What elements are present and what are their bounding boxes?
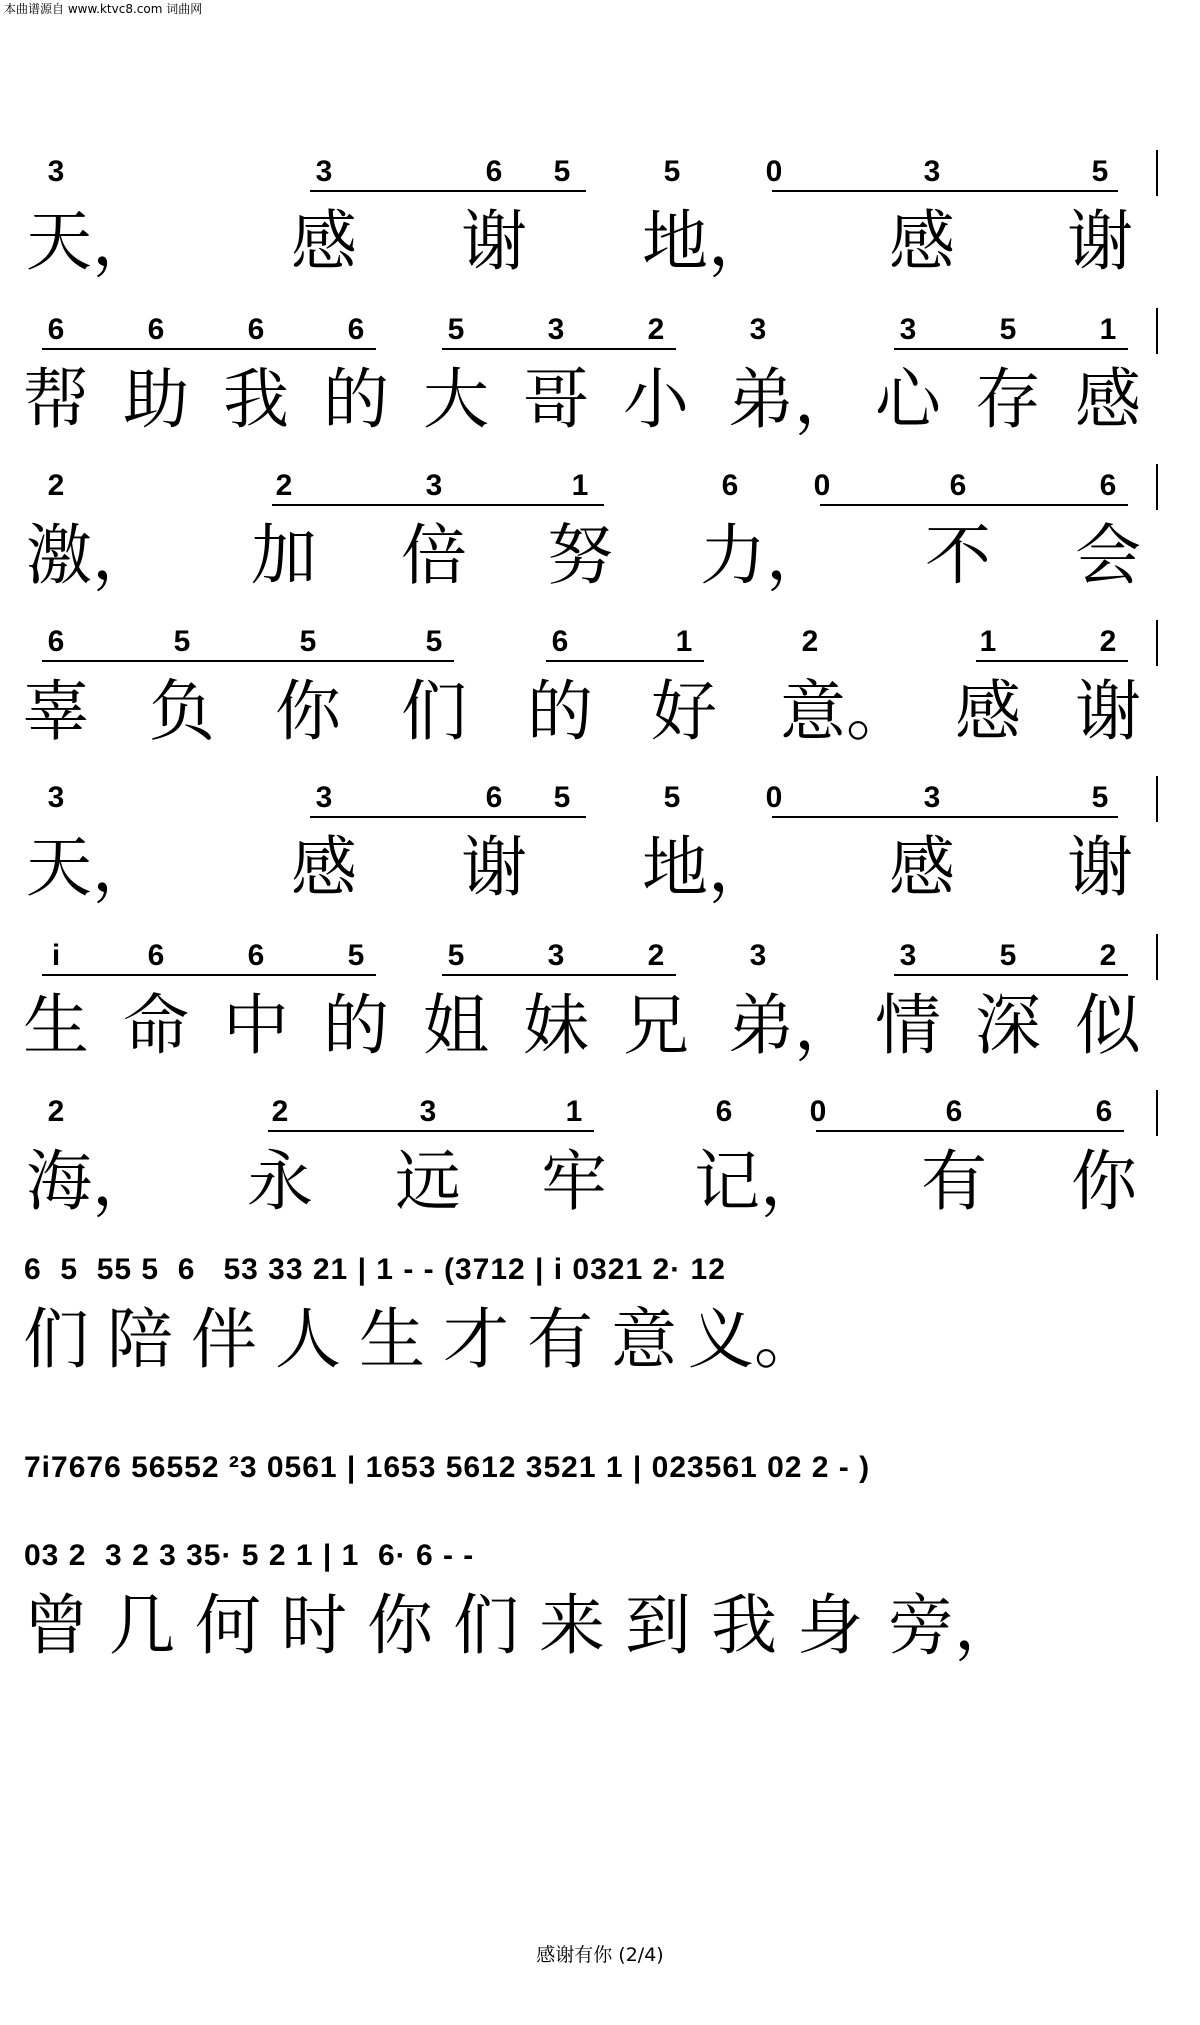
note: 3 xyxy=(923,781,941,814)
lyric-char: 到 xyxy=(625,1587,691,1664)
lyric-char: 地， xyxy=(642,203,774,280)
note: 0 xyxy=(813,469,831,502)
barline xyxy=(1156,1090,1158,1136)
lyric-char: 的 xyxy=(323,987,389,1064)
note: 3 xyxy=(419,1095,437,1128)
note: 6 xyxy=(247,313,265,346)
source-header: 本曲谱源自 www.ktvc8.com 词曲网 xyxy=(4,2,203,16)
note: 3 xyxy=(315,781,333,814)
note: 6 xyxy=(347,313,365,346)
lyric-char: 妹 xyxy=(523,987,589,1064)
note: 3 xyxy=(749,313,767,346)
lyric-char: 天， xyxy=(26,203,158,280)
lyric-char: 似 xyxy=(1075,987,1141,1064)
lyric-char: 谢 xyxy=(1075,673,1141,750)
lyric-char: 时 xyxy=(281,1587,347,1664)
note: 3 xyxy=(547,313,565,346)
note: 6 xyxy=(1095,1095,1113,1128)
lyric-char: 心 xyxy=(875,361,941,438)
lyric-char: 命 xyxy=(123,987,189,1064)
lyric-char: 弟， xyxy=(728,987,860,1064)
lyric-char: 中 xyxy=(223,987,289,1064)
note: 5 xyxy=(999,939,1017,972)
lyric-char: 几 xyxy=(109,1587,175,1664)
lyric-char: 情 xyxy=(875,987,941,1064)
barline xyxy=(1156,776,1158,822)
beam xyxy=(272,504,604,506)
note: i xyxy=(51,939,61,972)
lyric-char: 姐 xyxy=(423,987,489,1064)
note: 6 xyxy=(147,313,165,346)
beam xyxy=(42,660,454,662)
lyric-char: 大 xyxy=(423,361,489,438)
lyric-char: 存 xyxy=(975,361,1041,438)
lyric-char: 激， xyxy=(26,517,158,594)
lyric-char: 我 xyxy=(711,1587,777,1664)
note: 5 xyxy=(447,313,465,346)
lyric-char: 谢 xyxy=(1067,203,1133,280)
barline xyxy=(1156,464,1158,510)
note: 6 xyxy=(945,1095,963,1128)
lyric-char: 谢 xyxy=(1067,829,1133,906)
lyric-char: 你 xyxy=(1071,1143,1137,1220)
note: 1 xyxy=(979,625,997,658)
note: 2 xyxy=(1099,625,1117,658)
note: 3 xyxy=(315,155,333,188)
lyric-char: 陪 xyxy=(107,1301,173,1378)
lyric-char: 谢 xyxy=(461,829,527,906)
lyric-char: 才 xyxy=(443,1301,509,1378)
note: 5 xyxy=(1091,781,1109,814)
lyric-char: 生 xyxy=(359,1301,425,1378)
note: 3 xyxy=(899,313,917,346)
lyric-char: 意 xyxy=(611,1301,677,1378)
note: 6 xyxy=(47,313,65,346)
note: 3 xyxy=(47,155,65,188)
barline xyxy=(1156,934,1158,980)
lyric-char: 们 xyxy=(23,1301,89,1378)
note: 5 xyxy=(663,781,681,814)
beam xyxy=(442,974,676,976)
beam xyxy=(268,1130,594,1132)
barline xyxy=(1156,308,1158,354)
lyric-char: 人 xyxy=(275,1301,341,1378)
lyric-char: 伴 xyxy=(191,1301,257,1378)
lyric-char: 有 xyxy=(527,1301,593,1378)
lyric-char: 助 xyxy=(123,361,189,438)
lyric-char: 永 xyxy=(247,1143,313,1220)
notation-line: 6 5 55 5 6 53 33 21 | 1 - - (3712 | i 0321 2· 12 xyxy=(24,1253,726,1286)
note: 5 xyxy=(1091,155,1109,188)
beam xyxy=(772,190,1118,192)
lyric-char: 感 xyxy=(1075,361,1141,438)
note: 3 xyxy=(749,939,767,972)
note: 3 xyxy=(547,939,565,972)
note: 5 xyxy=(663,155,681,188)
note: 6 xyxy=(949,469,967,502)
lyric-char: 意。 xyxy=(780,673,912,750)
note: 2 xyxy=(647,313,665,346)
note: 1 xyxy=(565,1095,583,1128)
note: 5 xyxy=(553,781,571,814)
note: 6 xyxy=(721,469,739,502)
lyric-char: 们 xyxy=(401,673,467,750)
note: 1 xyxy=(675,625,693,658)
beam xyxy=(772,816,1118,818)
lyric-char: 小 xyxy=(623,361,689,438)
note: 6 xyxy=(485,155,503,188)
lyric-char: 牢 xyxy=(541,1143,607,1220)
lyric-char: 深 xyxy=(975,987,1041,1064)
note: 2 xyxy=(275,469,293,502)
note: 3 xyxy=(47,781,65,814)
lyric-char: 不 xyxy=(925,517,991,594)
lyric-char: 的 xyxy=(527,673,593,750)
lyric-char: 天， xyxy=(26,829,158,906)
lyric-char: 生 xyxy=(23,987,89,1064)
note: 5 xyxy=(999,313,1017,346)
note: 6 xyxy=(551,625,569,658)
lyric-char: 感 xyxy=(955,673,1021,750)
lyric-char: 远 xyxy=(395,1143,461,1220)
beam xyxy=(546,660,704,662)
note: 5 xyxy=(553,155,571,188)
lyric-char: 感 xyxy=(291,203,357,280)
note: 0 xyxy=(765,781,783,814)
lyric-char: 负 xyxy=(149,673,215,750)
lyric-char: 感 xyxy=(889,829,955,906)
lyric-char: 兄 xyxy=(623,987,689,1064)
lyric-char: 有 xyxy=(921,1143,987,1220)
lyric-char: 倍 xyxy=(401,517,467,594)
notation-line: 03 2 3 2 3 35· 5 2 1 | 1 6· 6 - - xyxy=(24,1539,475,1572)
note: 0 xyxy=(765,155,783,188)
note: 2 xyxy=(1099,939,1117,972)
note: 1 xyxy=(571,469,589,502)
note: 2 xyxy=(47,1095,65,1128)
note: 3 xyxy=(899,939,917,972)
note: 6 xyxy=(247,939,265,972)
note: 0 xyxy=(809,1095,827,1128)
lyric-char: 曾 xyxy=(23,1587,89,1664)
beam xyxy=(310,816,586,818)
note: 3 xyxy=(923,155,941,188)
lyric-char: 好 xyxy=(651,673,717,750)
beam xyxy=(894,348,1128,350)
note: 2 xyxy=(47,469,65,502)
lyric-char: 你 xyxy=(367,1587,433,1664)
note: 3 xyxy=(425,469,443,502)
lyric-char: 弟， xyxy=(728,361,860,438)
note: 6 xyxy=(715,1095,733,1128)
note: 5 xyxy=(173,625,191,658)
lyric-char: 加 xyxy=(251,517,317,594)
note: 1 xyxy=(1099,313,1117,346)
beam xyxy=(816,1130,1124,1132)
lyric-char: 谢 xyxy=(461,203,527,280)
beam xyxy=(42,974,376,976)
lyric-char: 会 xyxy=(1075,517,1141,594)
note: 6 xyxy=(147,939,165,972)
lyric-char: 我 xyxy=(223,361,289,438)
lyric-char: 义。 xyxy=(688,1301,820,1378)
note: 2 xyxy=(647,939,665,972)
lyric-char: 地， xyxy=(642,829,774,906)
note: 5 xyxy=(299,625,317,658)
lyric-char: 哥 xyxy=(523,361,589,438)
barline xyxy=(1156,150,1158,196)
lyric-char: 努 xyxy=(547,517,613,594)
beam xyxy=(310,190,586,192)
lyric-char: 你 xyxy=(275,673,341,750)
note: 6 xyxy=(1099,469,1117,502)
lyric-char: 何 xyxy=(195,1587,261,1664)
lyric-char: 们 xyxy=(453,1587,519,1664)
note: 5 xyxy=(425,625,443,658)
beam xyxy=(442,348,676,350)
notation-line: 7i7676 56552 ²3 0561 | 1653 5612 3521 1 | 023561 02 2 - ) xyxy=(24,1451,871,1484)
note: 6 xyxy=(485,781,503,814)
lyric-char: 海， xyxy=(26,1143,158,1220)
lyric-char: 力， xyxy=(700,517,832,594)
beam xyxy=(820,504,1128,506)
note: 2 xyxy=(271,1095,289,1128)
lyric-char: 感 xyxy=(889,203,955,280)
page-footer: 感谢有你 (2/4) xyxy=(536,1944,664,1966)
lyric-char: 记， xyxy=(694,1143,826,1220)
note: 5 xyxy=(447,939,465,972)
beam xyxy=(976,660,1128,662)
lyric-char: 感 xyxy=(291,829,357,906)
note: 5 xyxy=(347,939,365,972)
note: 2 xyxy=(801,625,819,658)
beam xyxy=(42,348,376,350)
lyric-char: 来 xyxy=(539,1587,605,1664)
lyric-char: 辜 xyxy=(23,673,89,750)
barline xyxy=(1156,620,1158,666)
note: 6 xyxy=(47,625,65,658)
beam xyxy=(894,974,1128,976)
lyric-char: 身 xyxy=(797,1587,863,1664)
lyric-char: 帮 xyxy=(23,361,89,438)
lyric-char: 旁， xyxy=(888,1587,1020,1664)
lyric-char: 的 xyxy=(323,361,389,438)
